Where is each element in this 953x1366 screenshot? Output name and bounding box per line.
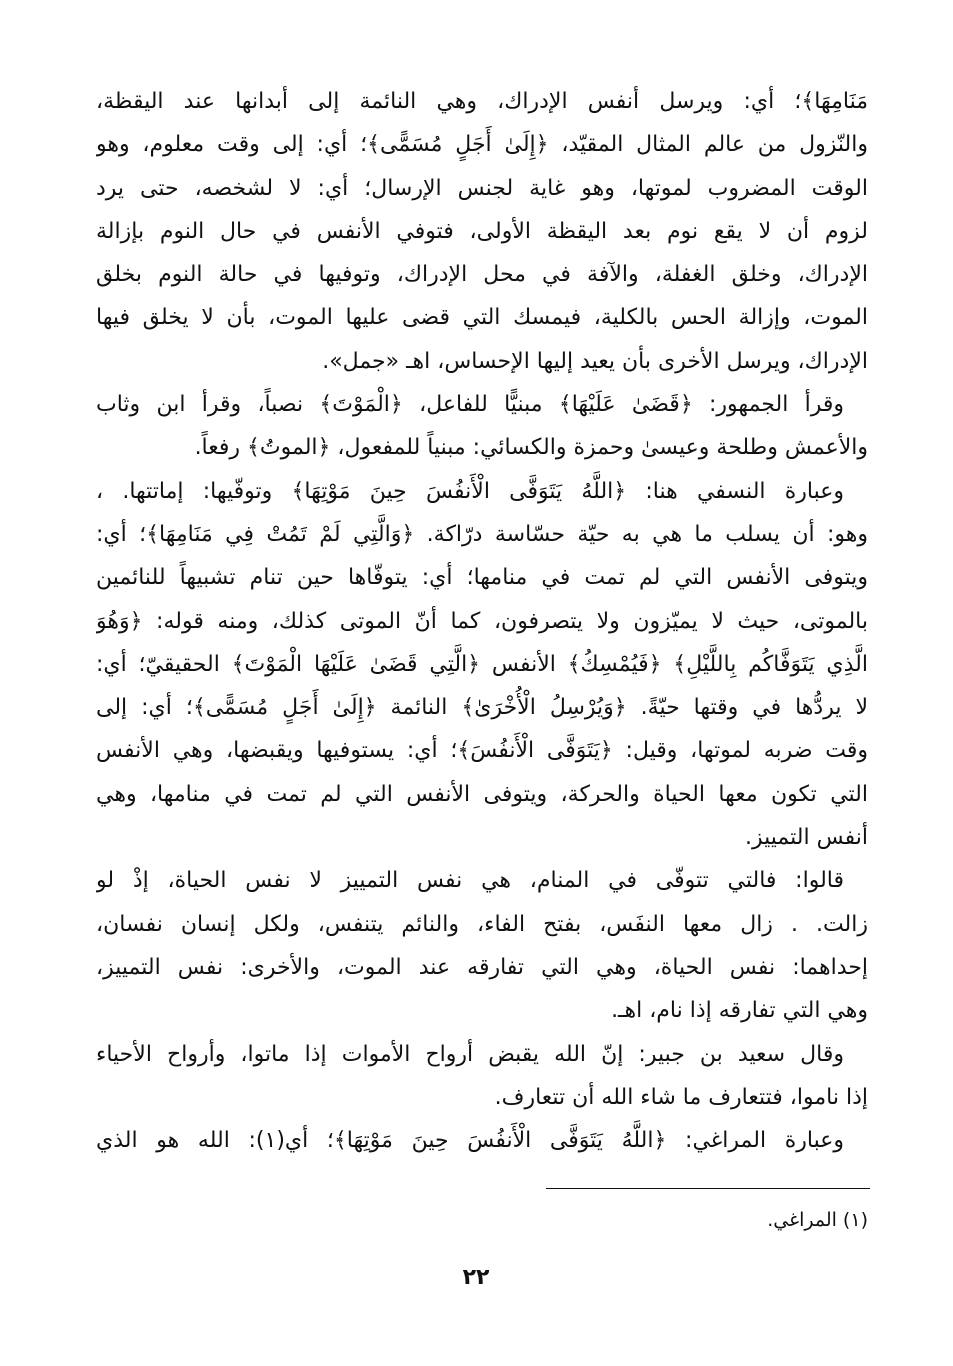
text-line: بالموتى، حيث لا يميّزون ولا يتصرفون، كما أنّ الموتى كذلك، ومنه قوله: ﴿وَهُوَ <box>96 608 868 634</box>
text-line: مَنَامِهَا﴾؛ أي: ويرسل أنفس الإدراك، وهي النائمة إلى أبدانها عند اليقظة، <box>96 89 868 114</box>
text-line: قالوا: فالتي تتوفّى في المنام، هي نفس التمييز لا نفس الحياة، إذْ لو <box>96 868 844 894</box>
text-line: وعبارة النسفي هنا: ﴿اللَّهُ يَتَوَفَّى الْأَنفُسَ حِينَ مَوْتِهَا﴾ وتوفّيها: إماتتها. ، <box>96 478 844 504</box>
text-line: الإدراك، ويرسل الأخرى بأن يعيد إليها الإحساس، اهـ «جمل». <box>322 348 868 374</box>
text-line: إحداهما: نفس الحياة، وهي التي تفارقه عند الموت، والأخرى: نفس التمييز، <box>96 954 868 980</box>
text-line: لا يردُّها في وقتها حيّةً. ﴿وَيُرْسِلُ الْأُخْرَىٰ﴾ النائمة ﴿إِلَىٰ أَجَلٍ مُسَمًّى﴾؛ أي: إلى <box>96 695 868 721</box>
text-line: التي تكون معها الحياة والحركة، ويتوفى الأنفس التي لم تمت في منامها، وهي <box>96 781 868 807</box>
text-line: الَّذِي يَتَوَفَّاكُم بِاللَّيْلِ﴾ ﴿فَيُمْسِكُ﴾ الأنفس ﴿الَّتِي قَضَىٰ عَلَيْهَا الْمَوْتَ﴾ الحقيقيّ؛ أي: <box>96 651 868 677</box>
text-line: وقرأ الجمهور: ﴿قَضَىٰ عَلَيْهَا﴾ مبنيًّا للفاعل، ﴿الْمَوْتَ﴾ نصباً، وقرأ ابن وثاب <box>96 392 844 418</box>
text-line: وعبارة المراغي: ﴿اللَّهُ يَتَوَفَّى الْأَنفُسَ حِينَ مَوْتِهَا﴾؛ أي(١): الله هو الذي <box>96 1128 845 1154</box>
text-line: وهي التي تفارقه إذا نام، اهـ. <box>611 998 868 1024</box>
text-line: إذا ناموا، فتتعارف ما شاء الله أن تتعارف. <box>494 1084 868 1110</box>
text-line: وقت ضربه لموتها، وقيل: ﴿يَتَوَفَّى الْأَنفُسَ﴾؛ أي: يستوفيها ويقبضها، وهي الأنفس <box>96 738 868 764</box>
footnote-divider <box>546 1188 870 1189</box>
text-line: الموت، وإزالة الحس بالكلية، فيمسك التي قضى عليها الموت، بأن لا يخلق فيها <box>96 305 868 331</box>
text-line: وقال سعيد بن جبير: إنّ الله يقبض أرواح الأموات إذا ماتوا، وأرواح الأحياء <box>96 1041 844 1067</box>
page-number: ٢٢ <box>462 1265 490 1290</box>
main-text <box>96 80 868 1162</box>
text-line: لزوم أن لا يقع نوم بعد اليقظة الأولى، فتوفي الأنفس في حال النوم بإزالة <box>96 218 868 244</box>
text-line: أنفس التمييز. <box>745 825 868 851</box>
text-line: والنّزول من عالم المثال المقيّد، ﴿إِلَىٰ أَجَلٍ مُسَمًّى﴾؛ أي: إلى وقت معلوم، وهو <box>96 132 868 158</box>
footnote: (١) المراغي. <box>767 1209 868 1231</box>
text-line: الوقت المضروب لموتها، وهو غاية لجنس الإرسال؛ أي: لا لشخصه، حتى يرد <box>96 175 868 201</box>
text-line: والأعمش وطلحة وعيسىٰ وحمزة والكسائي: مبنياً للمفعول، ﴿الموتُ﴾ رفعاً. <box>194 435 868 461</box>
text-line: ويتوفى الأنفس التي لم تمت في منامها؛ أي: يتوفّاها حين تنام تشبيهاً للنائمين <box>96 565 868 591</box>
text-line: زالت. . زال معها النفَس، بفتح الفاء، والنائم يتنفس، ولكل إنسان نفسان، <box>96 911 868 937</box>
text-line: وهو: أن يسلب ما هي به حيّة حسّاسة درّاكة. ﴿وَالَّتِي لَمْ تَمُتْ فِي مَنَامِهَا﴾؛ أي: <box>96 521 868 547</box>
text-line: الإدراك، وخلق الغفلة، والآفة في محل الإدراك، وتوفيها في حالة النوم بخلق <box>96 262 868 288</box>
